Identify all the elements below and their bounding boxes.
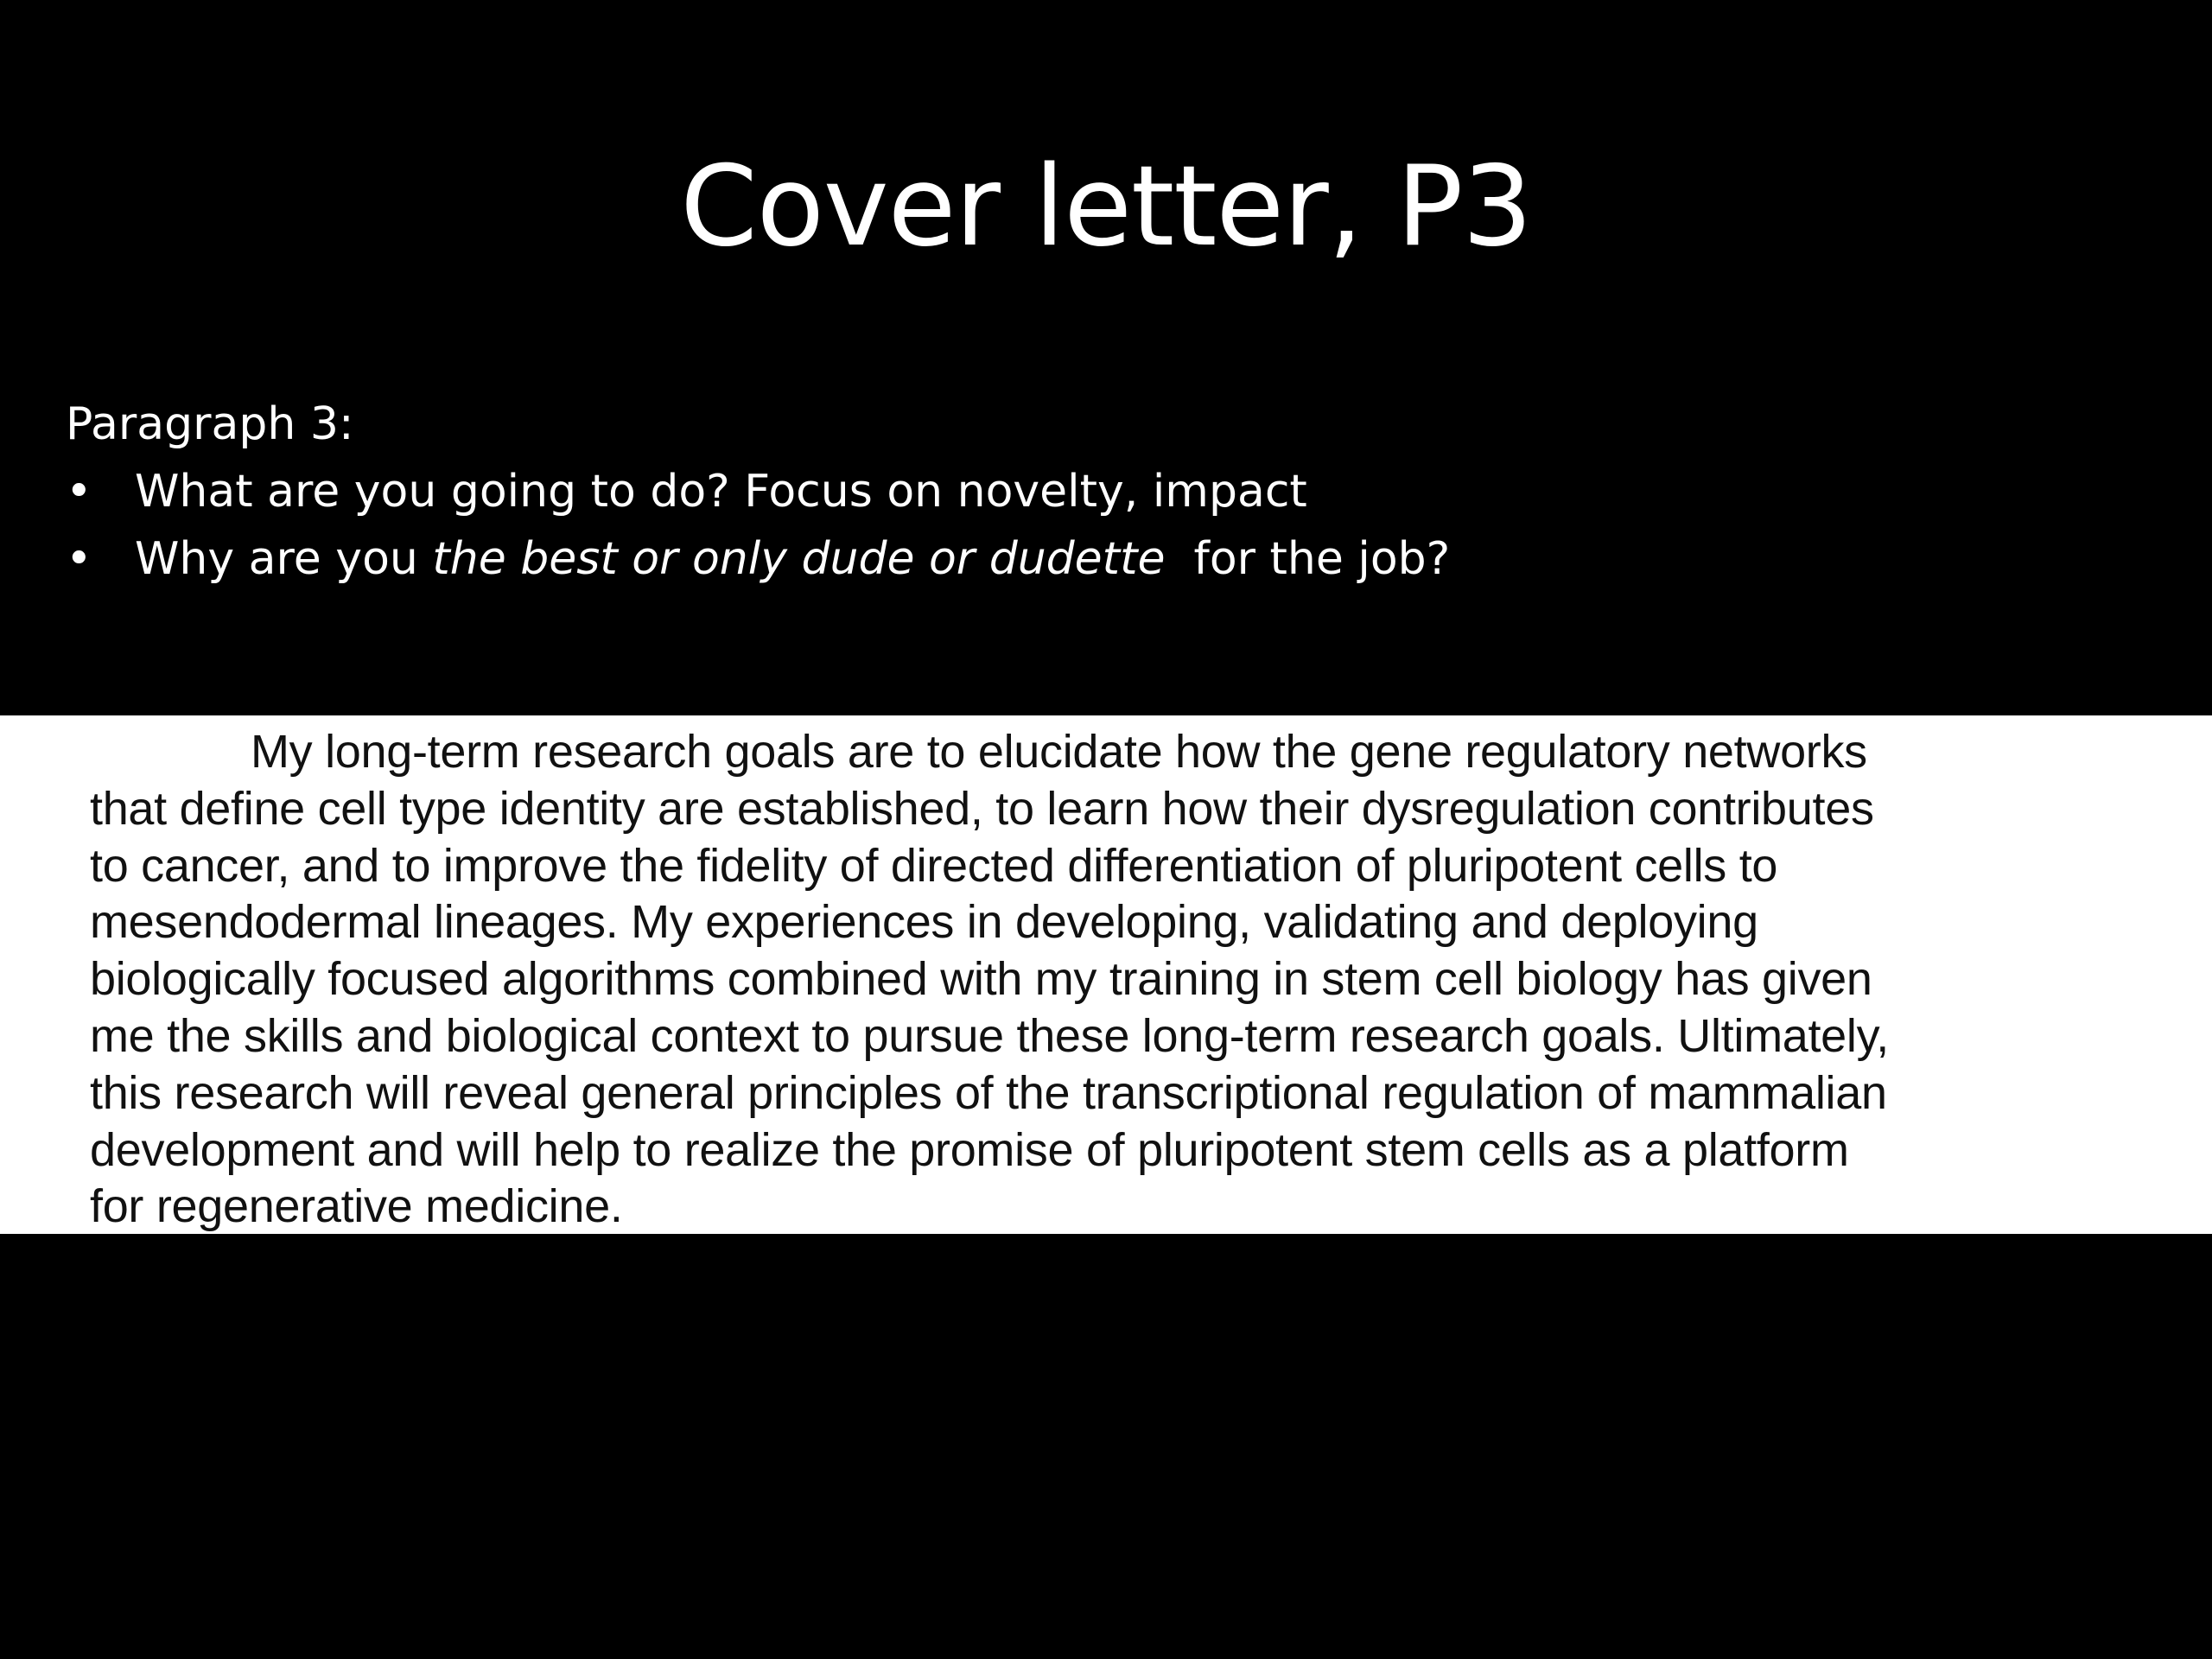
excerpt-line: biologically focused algorithms combined with my training in stem cell biology has given (90, 953, 1872, 1006)
bullet-intro: Paragraph 3: (66, 398, 354, 450)
bullet-list (66, 391, 1450, 593)
excerpt-line: My long-term research goals are to elucidate how the gene regulatory networks (251, 726, 1867, 778)
bullet-dot-icon: • (66, 533, 92, 585)
excerpt-line: mesendodermal lineages. My experiences in developing, validating and deploying (90, 896, 1758, 949)
slide-title: Cover letter, P3 (680, 143, 1532, 271)
letter-excerpt-image (0, 715, 2212, 1234)
bullet-text-after: for the job? (1165, 533, 1451, 585)
bullet-item (66, 525, 1450, 593)
bullet-text: What are you going to do? Focus on novelty, impact (135, 466, 1307, 518)
excerpt-line: this research will reveal general principles of the transcriptional regulation of mammalian (90, 1066, 1887, 1119)
bullet-text-italic: the best or only dude or dudette (432, 533, 1166, 585)
bullet-text-before: Why are you (135, 533, 433, 585)
excerpt-line: development and will help to realize the promise of pluripotent stem cells as a platform (90, 1123, 1849, 1176)
excerpt-line: for regenerative medicine. (90, 1180, 623, 1233)
excerpt-line: that define cell type identity are established, to learn how their dysregulation contributes (90, 782, 1874, 835)
letter-excerpt-text (90, 724, 2112, 1234)
excerpt-line: me the skills and biological context to pursue these long-term research goals. Ultimately, (90, 1009, 1890, 1062)
bullet-dot-icon: • (66, 466, 92, 518)
excerpt-line: to cancer, and to improve the fidelity of directed differentiation of pluripotent cells to (90, 839, 1778, 892)
bullet-item (66, 458, 1450, 525)
